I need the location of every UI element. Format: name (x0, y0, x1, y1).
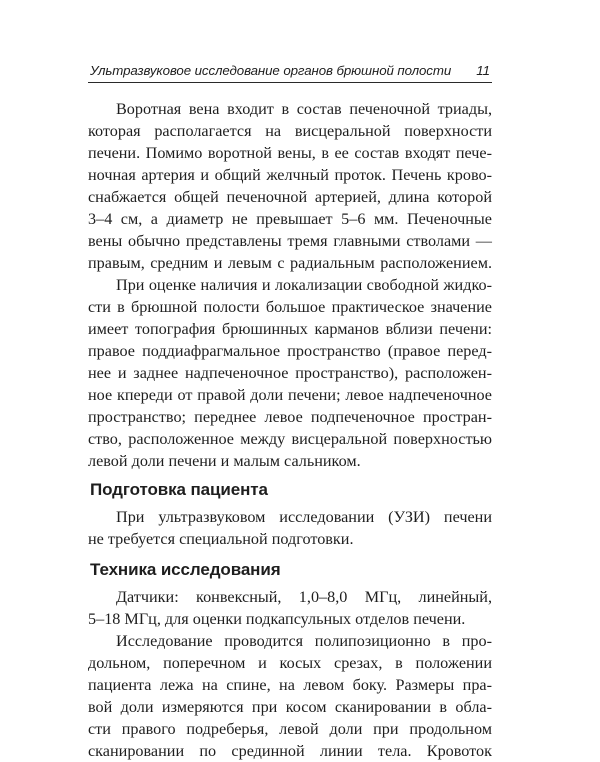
text-line: нее и заднее надпеченочное пространство), расположен- (88, 364, 492, 382)
text-line: ночная артерия и общий желчный проток. Печень крово- (88, 166, 492, 184)
page-number: 11 (476, 63, 490, 78)
text-line: пространство; переднее левое подпеченочное простран- (88, 408, 492, 426)
text-line: При оценке наличия и локализации свободной жидко- (116, 276, 492, 294)
text-line: 5–18 МГц, для оценки подкапсульных отделов печени. (88, 610, 466, 628)
text-line: печени. Помимо воротной вены, в ее состав входят пече- (88, 144, 492, 162)
text-line: Датчики: конвексный, 1,0–8,0 МГц, линейный, (116, 588, 492, 606)
text-line: вой доли измеряются при косом сканировании в обла- (88, 698, 492, 716)
text-line: сти в брюшной полости большое практическое значение (88, 298, 492, 316)
text-line: ное кпереди от правой доли печени; левое надпеченочное (88, 386, 492, 404)
running-title: Ультразвуковое исследование органов брюшной полости (90, 63, 452, 78)
text-line: имеет топография брюшинных карманов вблизи печени: (88, 320, 492, 338)
running-header (88, 62, 492, 83)
text-line: Исследование проводится полипозиционно в про- (116, 632, 492, 650)
section-heading-preparation: Подготовка пациента (90, 480, 268, 499)
text-line: вены обычно представлены тремя главными стволами — (88, 232, 492, 250)
text-line: При ультразвуковом исследовании (УЗИ) печени (116, 508, 492, 526)
text-line: которая располагается на висцеральной поверхности (88, 122, 492, 140)
text-line: Воротная вена входит в состав печеночной триады, (116, 100, 492, 118)
text-line: ство, расположенное между висцеральной поверхностью (88, 430, 492, 448)
text-line: правым, средним и левым с радиальным расположением. (88, 254, 492, 272)
text-line: не требуется специальной подготовки. (88, 530, 354, 548)
text-line: 3–4 см, а диаметр не превышает 5–6 мм. Печеночные (88, 210, 492, 228)
text-line: дольном, поперечном и косых срезах, в положении (88, 654, 492, 672)
text-line: правое поддиафрагмальное пространство (правое перед- (88, 342, 492, 360)
text-line: пациента лежа на спине, на левом боку. Размеры пра- (88, 676, 492, 694)
text-line: снабжается общей печеночной артерией, длина которой (88, 188, 492, 206)
section-heading-technique: Техника исследования (90, 560, 281, 579)
text-line: сти правого подреберья, левой доли при продольном (88, 720, 492, 738)
text-line: сканировании по срединной линии тела. Кровоток (88, 742, 492, 760)
text-line: левой доли печени и малым сальником. (88, 452, 361, 470)
